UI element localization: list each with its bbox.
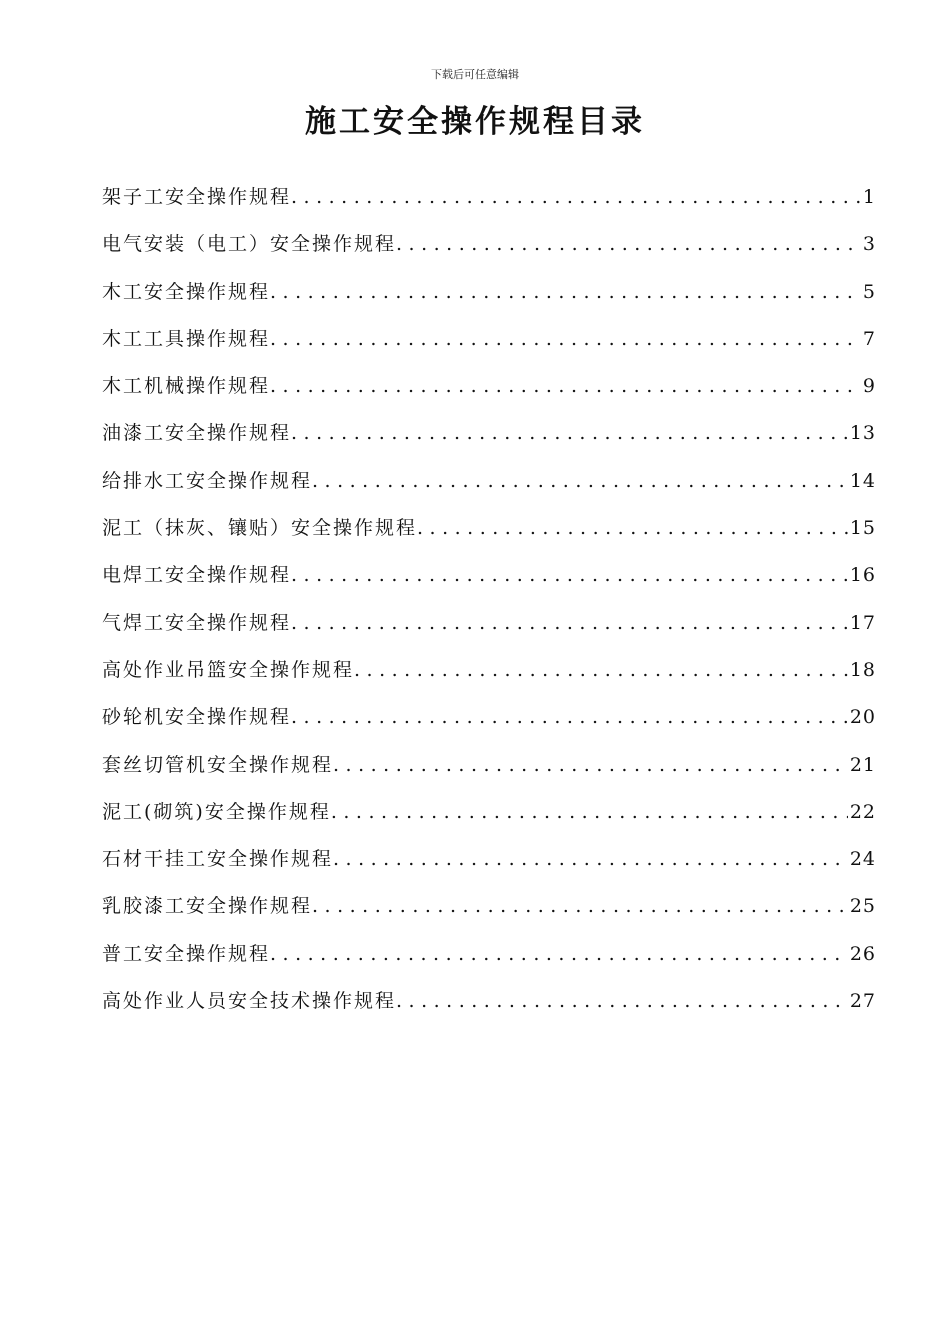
toc-entry-page: 9 <box>862 375 876 398</box>
toc-entry-label: 高处作业人员安全技术操作规程 <box>102 990 397 1013</box>
toc-dot-leader <box>333 754 848 776</box>
document-title: 施工安全操作规程目录 <box>305 104 645 140</box>
toc-entry[interactable] <box>102 560 876 607</box>
header-note: 下载后可任意编辑 <box>431 68 519 81</box>
toc-entry[interactable] <box>102 702 876 749</box>
toc-entry-page: 17 <box>849 611 876 634</box>
toc-dot-leader <box>417 517 848 539</box>
toc-entry-label: 木工工具操作规程 <box>102 327 271 350</box>
toc-entry[interactable] <box>102 608 876 655</box>
toc-entry[interactable] <box>102 324 876 371</box>
toc-dot-leader <box>291 186 861 208</box>
toc-entry-label: 乳胶漆工安全操作规程 <box>102 895 313 918</box>
toc-entry-page: 20 <box>849 706 876 729</box>
toc-entry[interactable] <box>102 277 876 324</box>
toc-entry-label: 电焊工安全操作规程 <box>102 564 292 587</box>
toc-dot-leader <box>291 564 848 586</box>
toc-entry[interactable] <box>102 466 876 513</box>
toc-entry[interactable] <box>102 844 876 891</box>
toc-dot-leader <box>270 281 861 303</box>
toc-dot-leader <box>291 706 848 728</box>
toc-entry-label: 油漆工安全操作规程 <box>102 422 292 445</box>
toc-entry-page: 26 <box>849 942 876 965</box>
toc-entry-page: 13 <box>849 422 876 445</box>
toc-entry[interactable] <box>102 229 876 276</box>
toc-entry-page: 14 <box>849 469 876 492</box>
toc-entry-label: 气焊工安全操作规程 <box>102 611 292 634</box>
toc-dot-leader <box>291 612 848 634</box>
toc-entry[interactable] <box>102 655 876 702</box>
toc-entry[interactable] <box>102 797 876 844</box>
toc-entry[interactable] <box>102 750 876 797</box>
toc-entry-page: 27 <box>849 990 876 1013</box>
toc-dot-leader <box>331 801 848 823</box>
toc-entry[interactable] <box>102 891 876 938</box>
toc-entry[interactable] <box>102 418 876 465</box>
toc-entry-label: 砂轮机安全操作规程 <box>102 706 292 729</box>
toc-entry[interactable] <box>102 986 876 1033</box>
toc-entry-label: 架子工安全操作规程 <box>102 186 292 208</box>
toc-entry-label: 高处作业吊篮安全操作规程 <box>102 658 355 681</box>
toc-dot-leader <box>396 233 861 255</box>
toc-entry[interactable] <box>102 182 876 229</box>
toc-entry-label: 套丝切管机安全操作规程 <box>102 753 334 776</box>
toc-dot-leader <box>312 470 848 492</box>
toc-entry[interactable] <box>102 939 876 986</box>
toc-dot-leader <box>270 328 861 350</box>
toc-entry-page: 5 <box>862 280 876 303</box>
toc-entry-page: 21 <box>849 753 876 776</box>
toc-entry-page: 24 <box>849 848 876 871</box>
toc-entry-page: 18 <box>849 658 876 681</box>
toc-entry-page: 16 <box>849 564 876 587</box>
toc-dot-leader <box>291 422 848 444</box>
toc-entry-page: 15 <box>849 517 876 540</box>
toc-entry-label: 电气安装（电工）安全操作规程 <box>102 233 397 256</box>
toc-dot-leader <box>270 375 861 397</box>
toc-entry-label: 木工机械操作规程 <box>102 375 271 398</box>
toc-entry-label: 泥工(砌筑)安全操作规程 <box>102 800 331 823</box>
toc-entry-page: 1 <box>862 186 876 208</box>
toc-dot-leader <box>396 990 848 1012</box>
toc-dot-leader <box>333 848 848 870</box>
toc-entry-label: 泥工（抹灰、镶贴）安全操作规程 <box>102 517 418 540</box>
toc-entry-label: 普工安全操作规程 <box>102 942 271 965</box>
toc-entry[interactable] <box>102 513 876 560</box>
toc-dot-leader <box>312 895 848 917</box>
toc-entry-label: 石材干挂工安全操作规程 <box>102 848 334 871</box>
toc-entry-page: 3 <box>862 233 876 256</box>
table-of-contents <box>102 182 876 1033</box>
toc-entry[interactable] <box>102 371 876 418</box>
toc-dot-leader <box>270 943 848 965</box>
toc-entry-page: 7 <box>862 327 876 350</box>
toc-entry-label: 给排水工安全操作规程 <box>102 469 313 492</box>
toc-entry-page: 22 <box>849 800 876 823</box>
toc-entry-page: 25 <box>849 895 876 918</box>
toc-dot-leader <box>354 659 848 681</box>
toc-entry-label: 木工安全操作规程 <box>102 280 271 303</box>
